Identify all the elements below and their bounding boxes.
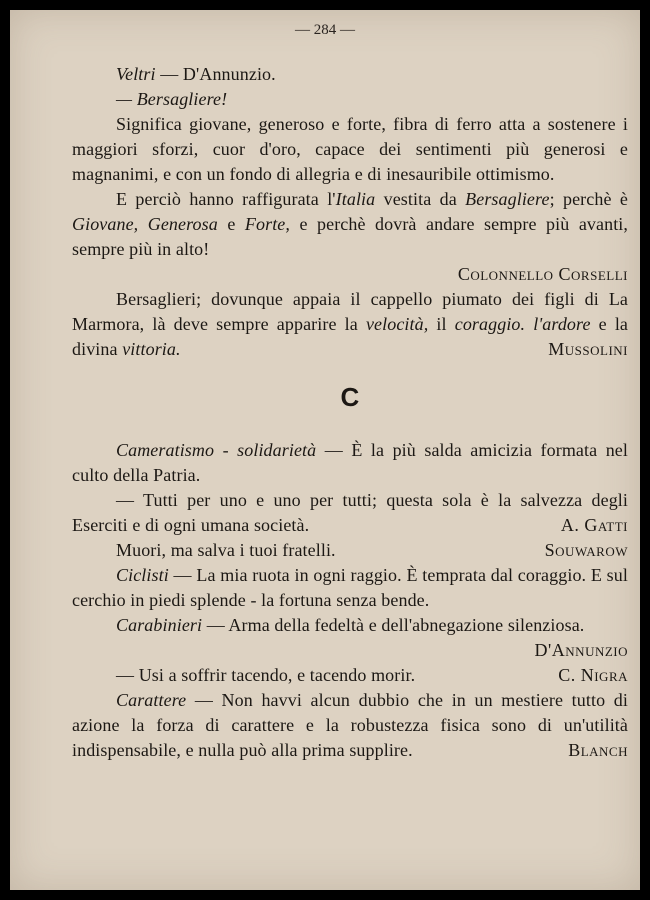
paragraph-bersaglieri-mussolini: Bersaglieri; dovunque appaia il cappello piumato dei figli di La Marmora, là deve sempre apparire la velocità, il coraggio. l'ardore e la divina vittoria. Mussolini bbox=[72, 287, 628, 362]
paragraph-italia: E perciò hanno raffigurata l'Italia vestita da Bersagliere; perchè è Giovane, Generosa e Forte, e perchè dovrà andare sempre più avanti, sempre più in alto! bbox=[72, 189, 629, 259]
quote-tutti-per-uno: — Tutti per uno e uno per tutti; questa sola è la salvezza degli Eserciti e di ogni umana società. A. Gatti bbox=[72, 488, 628, 538]
quote-usi-a-soffrir: — Usi a soffrir tacendo, e tacendo morir. C. Nigra bbox=[72, 663, 628, 688]
attribution-nigra: C. Nigra bbox=[558, 665, 628, 685]
entry-veltri: Veltri — D'Annunzio. bbox=[116, 64, 276, 84]
attribution-dannunzio: D'Annunzio bbox=[534, 640, 628, 660]
entry-ciclisti: Ciclisti — La mia ruota in ogni raggio. È temprata dal coraggio. E sul cerchio in piedi splende - la fortuna senza bende. bbox=[72, 565, 628, 610]
attribution-gatti: A. Gatti bbox=[560, 515, 628, 535]
page-number: — 284 — bbox=[295, 22, 355, 38]
section-heading: C bbox=[340, 382, 360, 412]
entry-cameratismo: Cameratismo - solidarietà — È la più salda amicizia formata nel culto della Patria. bbox=[72, 440, 628, 485]
quote-muori: Muori, ma salva i tuoi fratelli. Souwarow bbox=[72, 538, 628, 563]
entry-carattere: Carattere — Non havvi alcun dubbio che in un mestiere tutto di azione la forza di carattere e la robustezza fisica sono di un'utilità indispensabile, e nulla può alla prima supplire. Blanch bbox=[72, 688, 628, 763]
entry-carabinieri: Carabinieri — Arma della fedeltà e dell'abnegazione silenziosa. D'Annunzio bbox=[72, 613, 628, 663]
book-page bbox=[10, 10, 640, 890]
attribution-mussolini: Mussolini bbox=[548, 339, 628, 359]
attribution-corselli: Colonnello Corselli bbox=[457, 264, 628, 284]
attribution-souwarow: Souwarow bbox=[544, 540, 628, 560]
page-body bbox=[72, 62, 628, 763]
paragraph-bersagliere-definition: Significa giovane, generoso e forte, fibra di ferro atta a sostenere i maggiori sforzi, cuor d'oro, capace dei sentimenti più generosi e magnanimi, e con un fondo di allegria e di inesauribile ottimismo. bbox=[72, 114, 628, 184]
entry-bersagliere-title: — Bersagliere! bbox=[116, 89, 228, 109]
attribution-blanch: Blanch bbox=[568, 740, 628, 760]
